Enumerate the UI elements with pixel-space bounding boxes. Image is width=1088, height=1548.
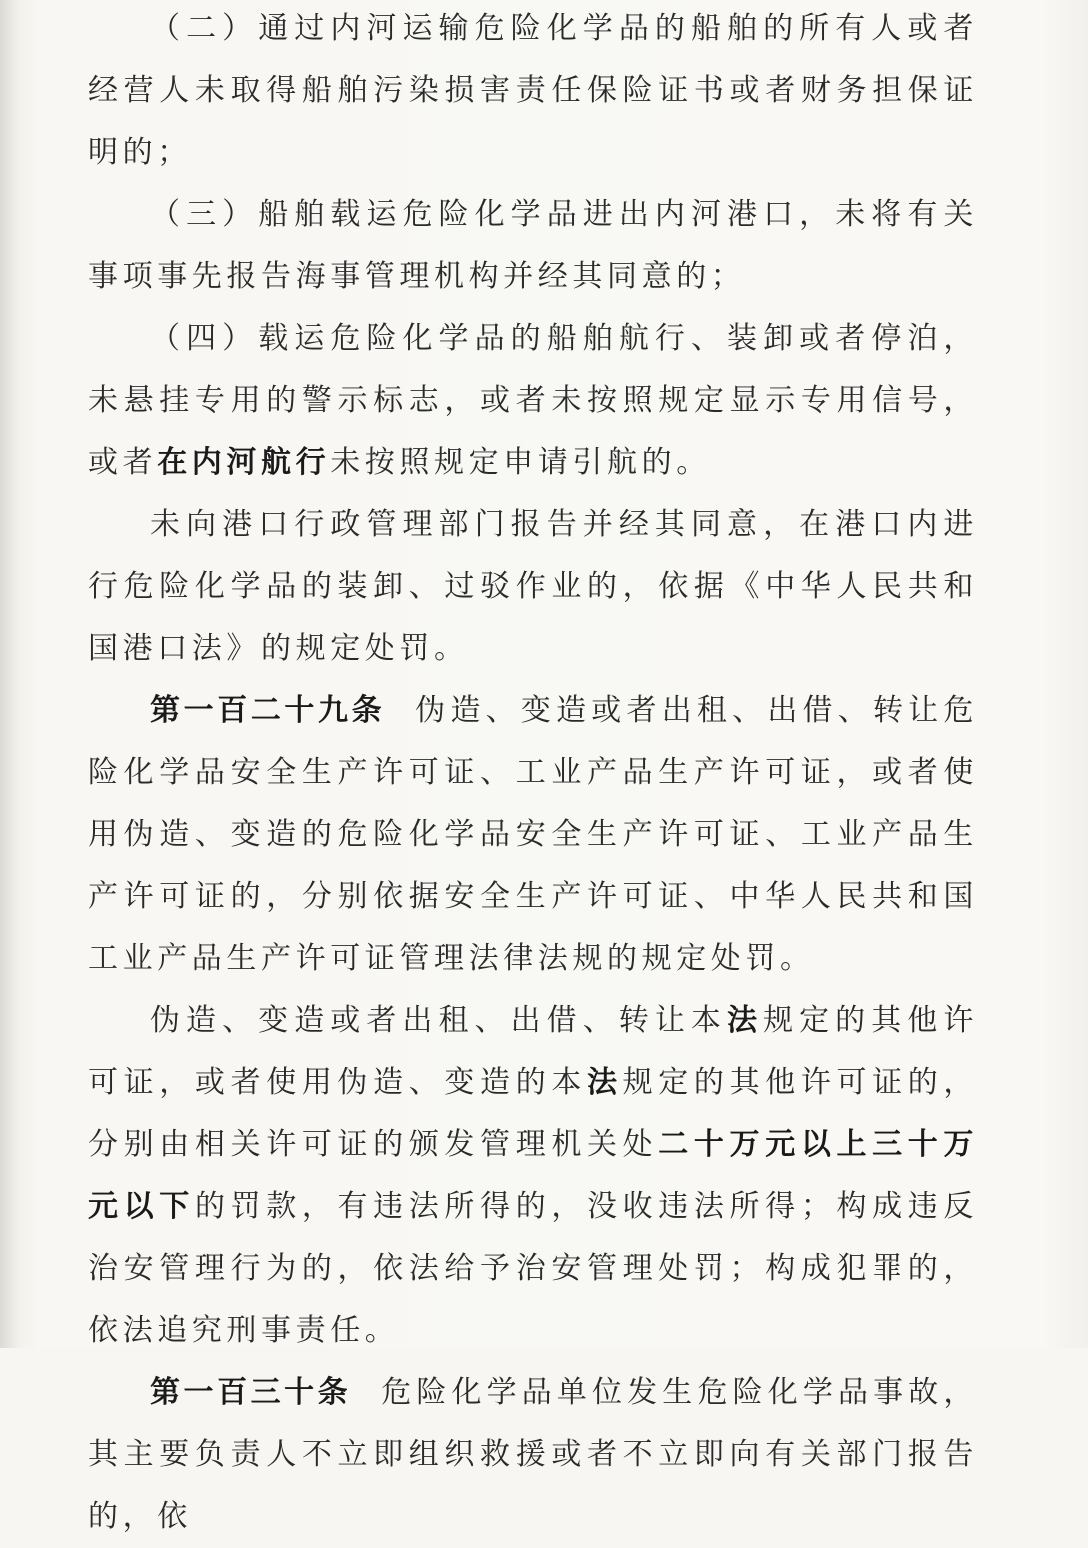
item-2-text: （二）通过内河运输危险化学品的船舶的所有人或者经营人未取得船舶污染损害责任保险证书或者财务担保证明的； [88, 11, 978, 170]
article-129-heading: 第一百二十九条 [150, 693, 386, 728]
paragraph-article-129 [88, 680, 978, 990]
document-body [88, 0, 978, 1548]
article-130-heading: 第一百三十条 [150, 1375, 352, 1410]
paragraph-article-130 [88, 1362, 978, 1548]
paragraph-port [88, 494, 978, 680]
article-129-p2-seg1: 伪造、变造或者出租、出借、转让本 [150, 1003, 727, 1038]
paragraph-article-129-second [88, 990, 978, 1362]
page-edge-shadow [0, 0, 18, 1348]
article-129-p2-bold3: 二十万元以上三十万元以下 [88, 1127, 978, 1224]
article-129-p2-bold2: 法 [586, 1065, 623, 1100]
item-3-text: （三）船舶载运危险化学品进出内河港口，未将有关事项事先报告海事管理机构并经其同意的； [88, 197, 978, 294]
item-4-text-b: 未按照规定申请引航的。 [330, 445, 711, 480]
article-129-p2-seg3: 规定的其他许可证的，分别由相关许可证的颁发管理机关处 [88, 1065, 979, 1162]
article-129-p2-seg4: 的罚款，有违法所得的，没收违法所得；构成违反治安管理行为的，依法给予治安管理处罚；构成犯罪的，依法追究刑事责任。 [88, 1189, 978, 1348]
article-129-p2-bold1: 法 [727, 1003, 764, 1038]
article-129-text: 伪造、变造或者出租、出借、转让危险化学品安全生产许可证、工业产品生产许可证，或者使用伪造、变造的危险化学品安全生产许可证、工业产品生产许可证的，分别依据安全生产许可证、中华人民共和国工业产品生产许可证管理法律法规的规定处罚。 [88, 693, 978, 976]
item-4-text-a: （四）载运危险化学品的船舶航行、装卸或者停泊，未悬挂专用的警示标志，或者未按照规定显示专用信号，或者 [88, 321, 978, 480]
paragraph-item-4 [88, 308, 978, 494]
article-129-p2-seg2: 规定的其他许可证，或者使用伪造、变造的本 [88, 1003, 978, 1100]
paragraph-item-2 [88, 0, 978, 184]
paragraph-item-3 [88, 184, 978, 308]
article-130-text: 危险化学品单位发生危险化学品事故，其主要负责人不立即组织救援或者不立即向有关部门报告的，依 [88, 1375, 978, 1534]
port-paragraph-text: 未向港口行政管理部门报告并经其同意，在港口内进行危险化学品的装卸、过驳作业的，依据《中华人民共和国港口法》的规定处罚。 [88, 507, 978, 666]
item-4-bold-text: 在内河航行 [157, 445, 331, 480]
